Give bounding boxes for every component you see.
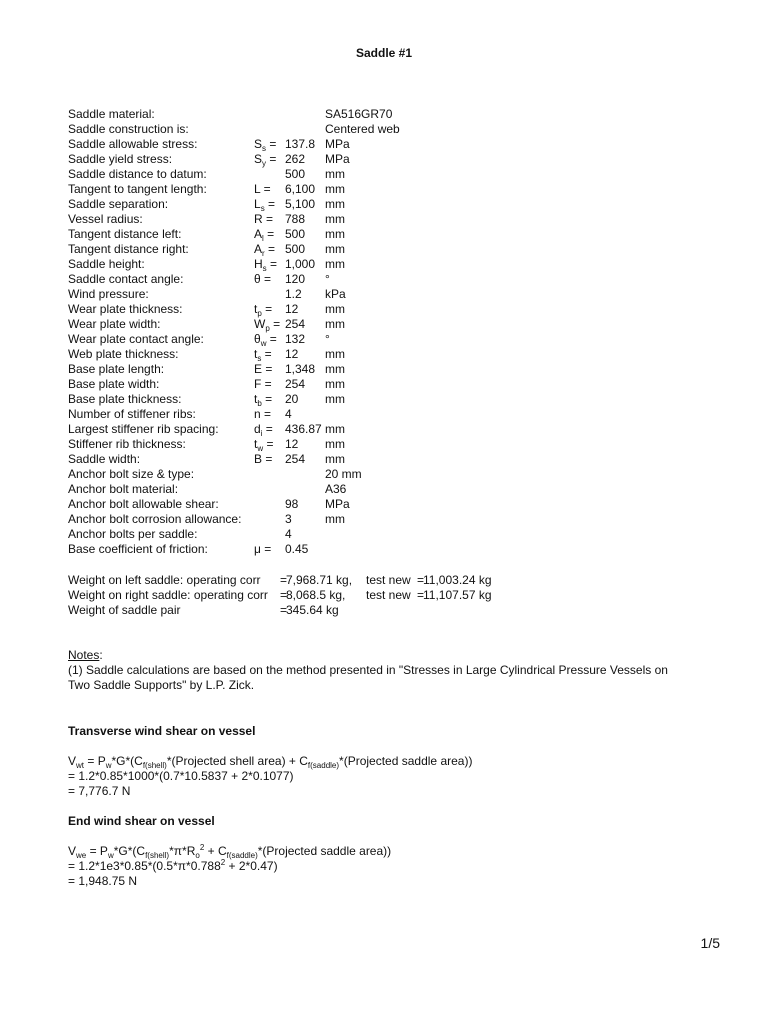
symbol-subscript: s <box>260 204 265 213</box>
param-label: Saddle material: <box>68 107 155 121</box>
param-value: 4 <box>285 407 292 421</box>
equals-sign: = <box>261 347 272 361</box>
param-value: 788 <box>285 212 306 226</box>
param-value: 1.2 <box>285 287 302 301</box>
weight-left-operating: 7,968.71 kg, <box>286 573 353 587</box>
param-unit: MPa <box>325 497 350 511</box>
param-row <box>68 512 708 527</box>
param-label: Number of stiffener ribs: <box>68 407 196 421</box>
param-symbol <box>254 302 272 317</box>
equals-sign: = <box>280 573 288 587</box>
symbol-base: L <box>254 182 261 196</box>
param-row <box>68 272 708 287</box>
param-label: Base plate length: <box>68 362 165 376</box>
equals-sign: = <box>260 542 272 556</box>
param-row <box>68 482 708 497</box>
param-symbol <box>254 542 271 557</box>
notes-colon: : <box>99 648 103 662</box>
param-unit: ° <box>325 272 330 286</box>
symbol-base: E <box>254 362 263 376</box>
formula-text: + 2*0.47) <box>225 859 278 873</box>
weight-pair-label: Weight of saddle pair <box>68 603 181 617</box>
param-row <box>68 362 708 377</box>
formula-text: V <box>68 844 77 858</box>
param-value: 12 <box>285 437 299 451</box>
param-symbol <box>254 197 275 212</box>
weight-left-test: 11,003.24 kg <box>423 573 492 587</box>
symbol-base: H <box>254 257 263 271</box>
formula-text: = P <box>84 754 106 768</box>
end-result: = 1,948.75 N <box>68 874 138 888</box>
formula-text: V <box>68 754 77 768</box>
formula-text: *G*(C <box>113 844 146 858</box>
formula-subscript: f(shell) <box>142 761 167 770</box>
symbol-base: F <box>254 377 262 391</box>
transverse-result: = 7,776.7 N <box>68 784 131 798</box>
param-row <box>68 347 708 362</box>
weights-section <box>68 573 708 618</box>
param-row <box>68 167 708 182</box>
symbol-base: t <box>254 302 258 316</box>
param-label: Anchor bolt material: <box>68 482 179 496</box>
weight-left-row <box>68 573 708 588</box>
param-unit: mm <box>325 212 345 226</box>
param-label: Anchor bolt allowable shear: <box>68 497 219 511</box>
param-row <box>68 437 708 452</box>
param-label: Tangent to tangent length: <box>68 182 207 196</box>
param-value: 500 <box>285 242 306 256</box>
symbol-base: W <box>254 317 266 331</box>
param-unit: mm <box>325 227 345 241</box>
param-label: Base coefficient of friction: <box>68 542 208 556</box>
param-row <box>68 122 708 137</box>
formula-subscript: wt <box>76 761 85 770</box>
param-unit: mm <box>325 257 345 271</box>
param-symbol <box>254 392 272 407</box>
param-label: Base plate thickness: <box>68 392 182 406</box>
param-value: 12 <box>285 302 299 316</box>
param-unit: MPa <box>325 152 350 166</box>
param-label: Saddle separation: <box>68 197 169 211</box>
param-label: Web plate thickness: <box>68 347 179 361</box>
symbol-base: θ <box>254 272 261 286</box>
formula-text: + C <box>204 844 227 858</box>
param-label: Saddle yield stress: <box>68 152 173 166</box>
equals-sign: = <box>261 302 273 316</box>
symbol-base: θ <box>254 332 261 346</box>
param-label: Base plate width: <box>68 377 160 391</box>
formula-subscript: we <box>76 851 87 860</box>
param-value: 4 <box>285 527 292 541</box>
transverse-wind-section <box>68 724 708 799</box>
equals-sign: = <box>266 257 278 271</box>
param-value: 137.8 <box>285 137 316 151</box>
param-unit: mm <box>325 242 345 256</box>
end-substitution <box>68 859 708 874</box>
param-unit: mm <box>325 362 345 376</box>
param-value: 3 <box>285 512 292 526</box>
param-symbol <box>254 437 273 452</box>
param-symbol <box>254 422 273 437</box>
param-row <box>68 137 708 152</box>
param-value: 254 <box>285 377 306 391</box>
param-value: 254 <box>285 317 306 331</box>
param-label: Anchor bolts per saddle: <box>68 527 198 541</box>
param-row <box>68 407 708 422</box>
param-row <box>68 152 708 167</box>
weight-pair-row <box>68 603 708 618</box>
symbol-base: S <box>254 152 263 166</box>
param-label: Saddle width: <box>68 452 141 466</box>
param-row <box>68 452 708 467</box>
weight-right-row <box>68 588 708 603</box>
symbol-subscript: p <box>257 309 262 318</box>
param-label: Anchor bolt size & type: <box>68 467 195 481</box>
symbol-base: R <box>254 212 263 226</box>
param-symbol <box>254 242 275 257</box>
page-number: 1/5 <box>700 935 720 951</box>
param-unit: mm <box>325 302 345 316</box>
param-row <box>68 422 708 437</box>
param-label: Saddle construction is: <box>68 122 189 136</box>
param-value: 1,348 <box>285 362 316 376</box>
symbol-subscript: w <box>260 339 267 348</box>
equals-sign: = <box>264 242 276 256</box>
param-value: 98 <box>285 497 299 511</box>
formula-text: *(Projected saddle area)) <box>257 844 392 858</box>
symbol-subscript: s <box>262 144 267 153</box>
symbol-subscript: w <box>257 444 264 453</box>
param-unit: mm <box>325 377 345 391</box>
formula-superscript: 2 <box>199 843 205 852</box>
symbol-base: t <box>254 347 258 361</box>
param-row <box>68 527 708 542</box>
param-label: Vessel radius: <box>68 212 143 226</box>
formula-text: *π*R <box>169 844 196 858</box>
equals-sign: = <box>260 407 272 421</box>
parameter-table <box>68 107 708 557</box>
equals-sign: = <box>261 377 272 391</box>
equals-sign: = <box>261 392 273 406</box>
symbol-base: t <box>254 392 258 406</box>
equals-sign: = <box>262 422 273 436</box>
end-wind-section <box>68 814 708 889</box>
end-heading: End wind shear on vessel <box>68 814 215 828</box>
param-unit: mm <box>325 512 345 526</box>
param-row <box>68 257 708 272</box>
param-label: Wear plate thickness: <box>68 302 183 316</box>
param-row <box>68 377 708 392</box>
formula-subscript: w <box>105 761 112 770</box>
param-unit: mm <box>325 437 345 451</box>
equals-sign: = <box>280 588 288 602</box>
param-symbol <box>254 257 277 272</box>
param-value: 6,100 <box>285 182 316 196</box>
param-unit: mm <box>325 392 345 406</box>
param-value: 5,100 <box>285 197 316 211</box>
param-row <box>68 392 708 407</box>
equals-sign: = <box>260 182 271 196</box>
param-value: 254 <box>285 452 306 466</box>
weight-pair-value: 345.64 kg <box>286 603 339 617</box>
equals-sign: = <box>263 437 274 451</box>
param-unit: mm <box>325 317 345 331</box>
param-symbol <box>254 227 274 242</box>
param-value: 0.45 <box>285 542 309 556</box>
equals-sign: = <box>263 227 275 241</box>
param-value: 12 <box>285 347 299 361</box>
param-value: 120 <box>285 272 306 286</box>
weight-left-label: Weight on left saddle: operating corr <box>68 573 261 587</box>
symbol-subscript: l <box>262 234 264 243</box>
symbol-base: μ <box>254 542 261 556</box>
param-value: 132 <box>285 332 306 346</box>
param-row <box>68 242 708 257</box>
param-symbol <box>254 362 272 377</box>
formula-text: *G*(C <box>111 754 143 768</box>
param-value: 1,000 <box>285 257 316 271</box>
param-row <box>68 317 708 332</box>
param-row <box>68 542 708 557</box>
param-row <box>68 332 708 347</box>
symbol-base: t <box>254 437 258 451</box>
weight-right-label: Weight on right saddle: operating corr <box>68 588 268 602</box>
symbol-subscript: p <box>265 324 270 333</box>
param-value: 262 <box>285 152 306 166</box>
symbol-subscript: s <box>257 354 262 363</box>
equals-sign: = <box>264 197 276 211</box>
param-symbol <box>254 137 276 152</box>
symbol-subscript: b <box>257 399 262 408</box>
param-row <box>68 107 708 122</box>
symbol-base: L <box>254 197 261 211</box>
param-row <box>68 182 708 197</box>
symbol-subscript: i <box>260 429 263 438</box>
formula-text: = 1.2*1e3*0.85*(0.5*π*0.788 <box>68 859 221 873</box>
param-unit: mm <box>325 422 345 436</box>
notes-section <box>68 648 708 693</box>
page-title: Saddle #1 <box>355 46 413 60</box>
param-label: Wind pressure: <box>68 287 149 301</box>
formula-text: *(Projected saddle area)) <box>339 754 473 768</box>
param-value: A36 <box>325 482 347 496</box>
test-label: test new <box>366 588 411 602</box>
end-formula <box>68 844 708 859</box>
param-unit: mm <box>325 182 345 196</box>
param-unit: MPa <box>325 137 350 151</box>
param-symbol <box>254 212 273 227</box>
symbol-base: n <box>254 407 261 421</box>
param-label: Wear plate width: <box>68 317 161 331</box>
param-unit: ° <box>325 332 330 346</box>
param-label: Saddle distance to datum: <box>68 167 207 181</box>
param-label: Saddle height: <box>68 257 145 271</box>
param-row <box>68 497 708 512</box>
param-label: Tangent distance left: <box>68 227 182 241</box>
param-value: 436.87 <box>285 422 322 436</box>
formula-text: = P <box>86 844 108 858</box>
param-row <box>68 302 708 317</box>
transverse-formula <box>68 754 708 769</box>
param-value: SA516GR70 <box>325 107 393 121</box>
param-value: 20 mm <box>325 467 362 481</box>
equals-sign: = <box>417 573 425 587</box>
symbol-base: S <box>254 137 263 151</box>
param-unit: mm <box>325 452 345 466</box>
equals-sign: = <box>266 152 277 166</box>
param-row <box>68 287 708 302</box>
param-symbol <box>254 332 277 347</box>
param-row <box>68 227 708 242</box>
symbol-base: A <box>254 227 263 241</box>
param-row <box>68 212 708 227</box>
param-value: 20 <box>285 392 299 406</box>
param-row <box>68 467 708 482</box>
param-symbol <box>254 272 271 287</box>
equals-sign: = <box>280 603 288 617</box>
formula-subscript: f(saddle) <box>226 851 258 860</box>
param-symbol <box>254 317 280 332</box>
formula-subscript: o <box>195 851 200 860</box>
equals-sign: = <box>262 362 273 376</box>
param-unit: mm <box>325 167 345 181</box>
symbol-subscript: r <box>262 249 265 258</box>
test-label: test new <box>366 573 411 587</box>
param-value: 500 <box>285 167 306 181</box>
transverse-heading: Transverse wind shear on vessel <box>68 724 256 738</box>
param-value: 500 <box>285 227 306 241</box>
formula-subscript: w <box>107 851 114 860</box>
notes-line-1: (1) Saddle calculations are based on the method presented in "Stresses in Large Cylindrical Pressure Vessels on <box>68 663 668 677</box>
symbol-base: A <box>254 242 263 256</box>
param-symbol <box>254 182 271 197</box>
weight-right-test: 11,107.57 kg <box>423 588 492 602</box>
symbol-base: d <box>254 422 261 436</box>
param-label: Largest stiffener rib spacing: <box>68 422 219 436</box>
param-label: Tangent distance right: <box>68 242 189 256</box>
param-row <box>68 197 708 212</box>
transverse-substitution: = 1.2*0.85*1000*(0.7*10.5837 + 2*0.1077) <box>68 769 294 783</box>
equals-sign: = <box>269 317 281 331</box>
equals-sign: = <box>266 137 277 151</box>
param-symbol <box>254 377 272 392</box>
formula-subscript: f(shell) <box>145 851 170 860</box>
param-unit: kPa <box>325 287 346 301</box>
equals-sign: = <box>260 272 272 286</box>
param-label: Saddle allowable stress: <box>68 137 198 151</box>
notes-line-2: Two Saddle Supports" by L.P. Zick. <box>68 678 255 692</box>
symbol-subscript: y <box>262 159 267 168</box>
param-unit: mm <box>325 347 345 361</box>
param-symbol <box>254 347 272 362</box>
formula-superscript: 2 <box>220 858 226 867</box>
param-label: Wear plate contact angle: <box>68 332 204 346</box>
weight-right-operating: 8,068.5 kg, <box>286 588 346 602</box>
param-symbol <box>254 152 276 167</box>
notes-heading: Notes <box>68 648 100 662</box>
param-symbol <box>254 452 272 467</box>
equals-sign: = <box>266 332 277 346</box>
equals-sign: = <box>262 212 274 226</box>
param-value: Centered web <box>325 122 400 136</box>
param-label: Anchor bolt corrosion allowance: <box>68 512 242 526</box>
symbol-base: B <box>254 452 263 466</box>
formula-text: *(Projected shell area) + C <box>166 754 308 768</box>
param-symbol <box>254 407 271 422</box>
param-unit: mm <box>325 197 345 211</box>
notes-heading-line <box>68 648 708 663</box>
symbol-subscript: s <box>262 264 267 273</box>
formula-subscript: f(saddle) <box>307 761 340 770</box>
param-label: Stiffener rib thickness: <box>68 437 186 451</box>
equals-sign: = <box>417 588 425 602</box>
param-label: Saddle contact angle: <box>68 272 184 286</box>
equals-sign: = <box>262 452 273 466</box>
